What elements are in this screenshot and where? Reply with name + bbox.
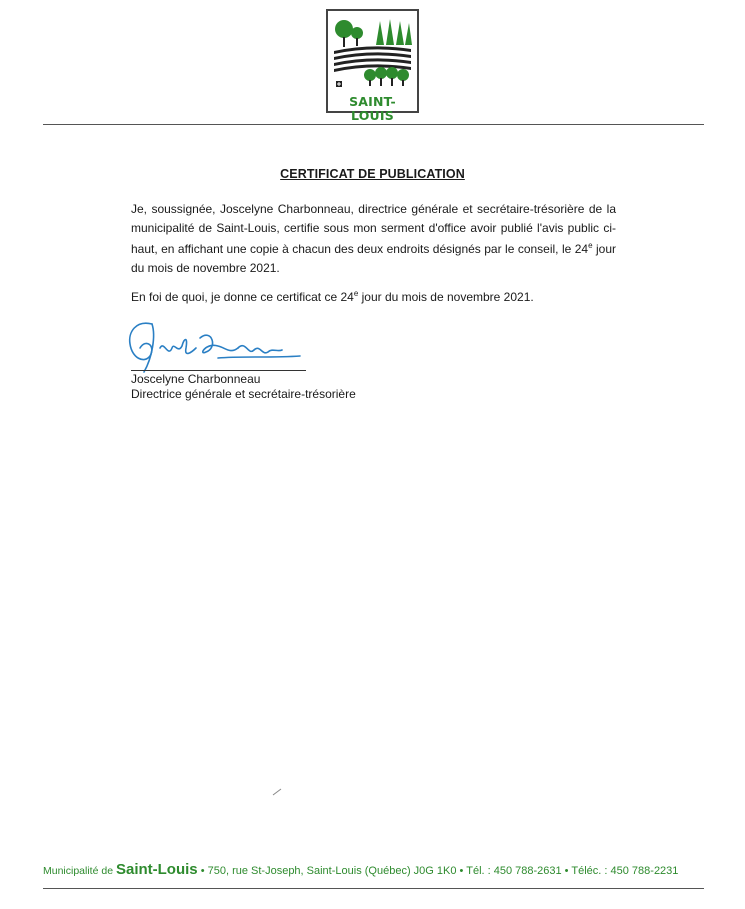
- attestation-text: En foi de quoi, je donne ce certificat ce 24: [131, 290, 354, 304]
- scan-mark: [272, 788, 282, 796]
- document-title: CERTIFICAT DE PUBLICATION: [280, 167, 465, 181]
- certification-paragraph: [131, 200, 616, 277]
- footer-divider: [43, 888, 704, 889]
- logo-wordmark: SAINT-LOUIS: [332, 95, 413, 109]
- ordinal-superscript: e: [588, 241, 593, 250]
- attestation-text-end: jour du mois de novembre 2021.: [358, 290, 534, 304]
- footer-contact: • 750, rue St-Joseph, Saint-Louis (Québec) J0G 1K0 • Tél. : 450 788-2631 • Téléc. : 450 788-2231: [197, 865, 679, 877]
- footer-address: [43, 862, 708, 879]
- signatory-title: Directrice générale et secrétaire-trésorière: [131, 387, 356, 401]
- municipal-logo: [326, 9, 419, 123]
- signatory-name: Joscelyne Charbonneau: [131, 372, 261, 386]
- handwritten-signature: [122, 318, 302, 374]
- certification-text: Je, soussignée, Joscelyne Charbonneau, directrice générale et secrétaire-trésorière de la municipalité de Saint-Louis, certifie sous mon serment d'office avoir publié l'avis public ci-haut, en affichant une copie à chacun des deux endroits désignés par le conseil, le 24: [131, 202, 616, 256]
- attestation-paragraph: [131, 285, 616, 307]
- footer-prefix: Municipalité de: [43, 865, 116, 877]
- signature-line: [131, 370, 306, 371]
- certification-text-end: jour du mois de novembre 2021.: [131, 242, 617, 275]
- footer-city: Saint-Louis: [115, 861, 198, 878]
- ordinal-superscript: e: [353, 289, 359, 298]
- header-divider: [43, 124, 704, 125]
- logo-landscape-icon: [332, 15, 413, 93]
